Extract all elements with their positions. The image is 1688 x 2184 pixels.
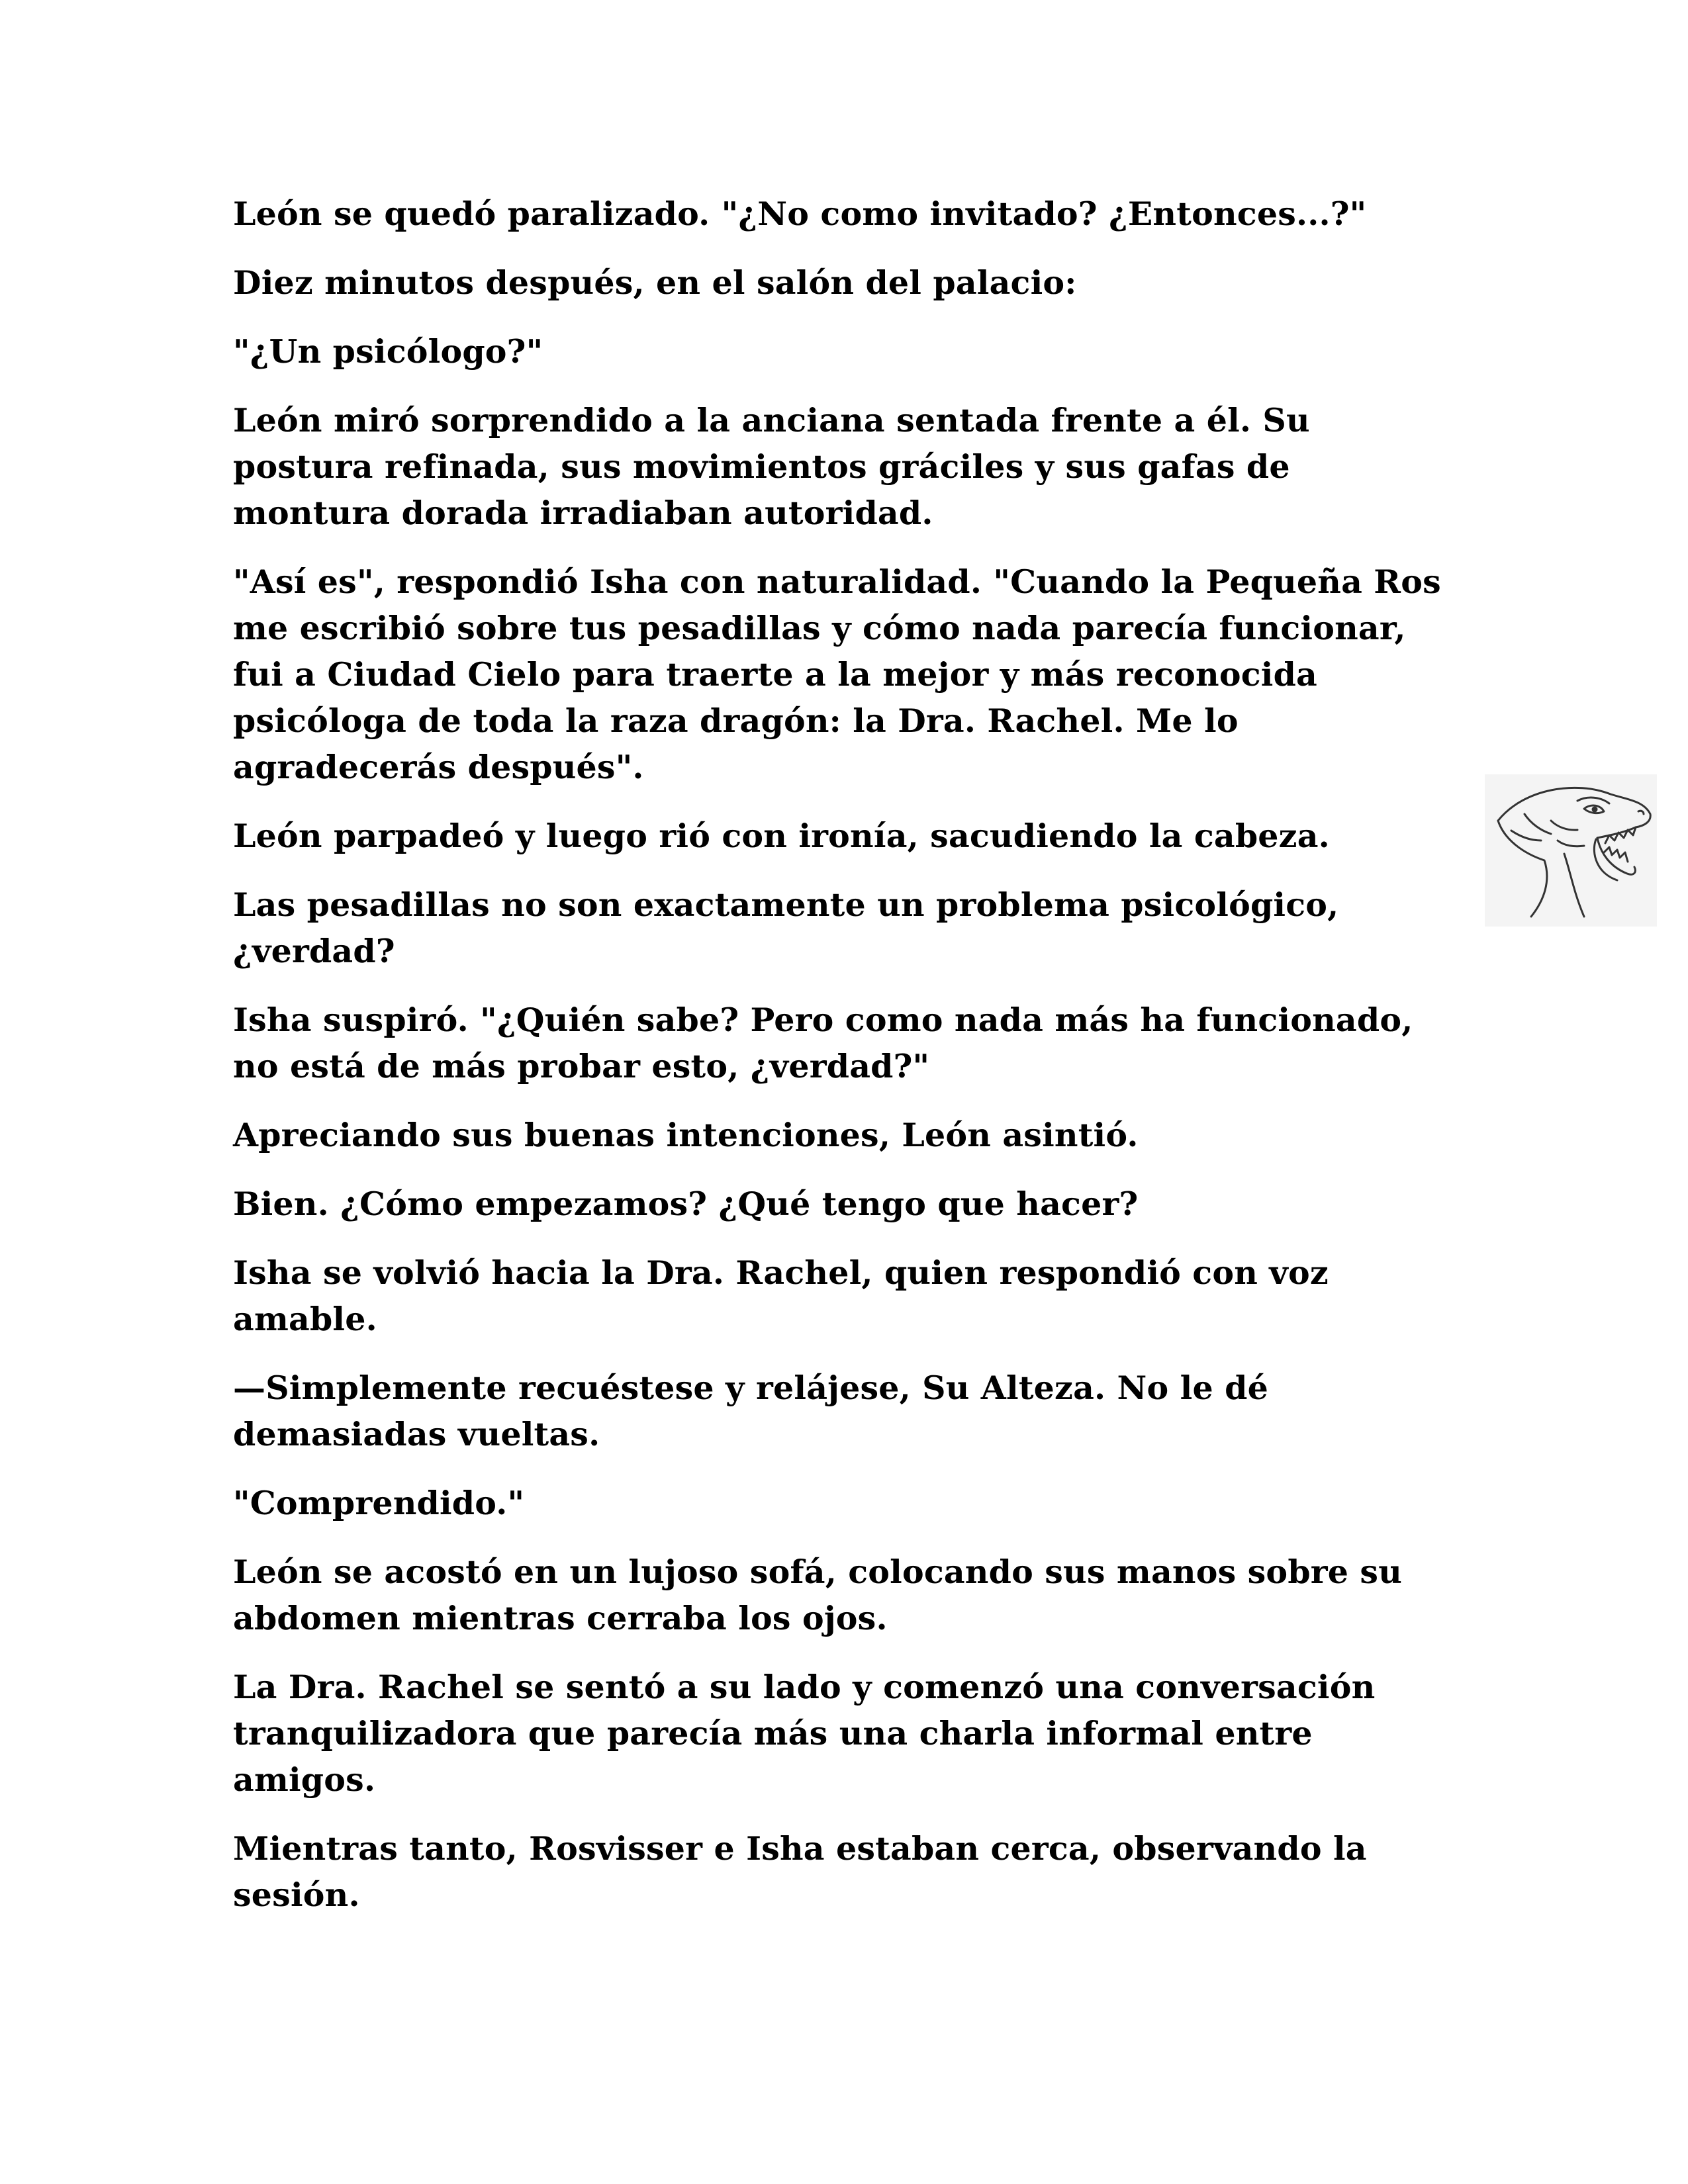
paragraph: Isha suspiró. "¿Quién sabe? Pero como nada más ha funcionado, no está de más probar esto, ¿verdad?" [233,1001,1413,1085]
paragraph: León miró sorprendido a la anciana sentada frente a él. Su postura refinada, sus movimientos gráciles y sus gafas de montura dorada irradiaban autoridad. [233,401,1310,532]
paragraph: Diez minutos después, en el salón del palacio: [233,263,1077,302]
paragraph: Las pesadillas no son exactamente un problema psicológico, ¿verdad? [233,886,1339,970]
paragraph: "Comprendido." [233,1484,525,1522]
paragraph: Apreciando sus buenas intenciones, León asintió. [233,1116,1139,1154]
paragraph: León se acostó en un lujoso sofá, colocando sus manos sobre su abdomen mientras cerraba los ojos. [233,1553,1403,1637]
dinosaur-head-icon [1485,774,1657,927]
paragraph: —Simplemente recuéstese y relájese, Su Alteza. No le dé demasiadas vueltas. [233,1369,1268,1453]
paragraph: Bien. ¿Cómo empezamos? ¿Qué tengo que hacer? [233,1185,1139,1223]
paragraph: Mientras tanto, Rosvisser e Isha estaban cerca, observando la sesión. [233,1829,1367,1914]
paragraph: La Dra. Rachel se sentó a su lado y comenzó una conversación tranquilizadora que parecía más una charla informal entre amigos. [233,1668,1376,1799]
paragraph: Isha se volvió hacia la Dra. Rachel, quien respondió con voz amable. [233,1253,1329,1338]
paragraph: "Así es", respondió Isha con naturalidad. "Cuando la Pequeña Ros me escribió sobre tus pesadillas y cómo nada parecía funcionar, fui a Ciudad Cielo para traerte a la mejor y más reconocida psicóloga de toda la raza dragón: la Dra. Rachel. Me lo agradecerás después". [233,563,1441,786]
paragraph: León parpadeó y luego rió con ironía, sacudiendo la cabeza. [233,817,1330,855]
document-body [233,191,1458,1940]
paragraph: León se quedó paralizado. "¿No como invitado? ¿Entonces...?" [233,195,1367,233]
paragraph: "¿Un psicólogo?" [233,332,543,371]
